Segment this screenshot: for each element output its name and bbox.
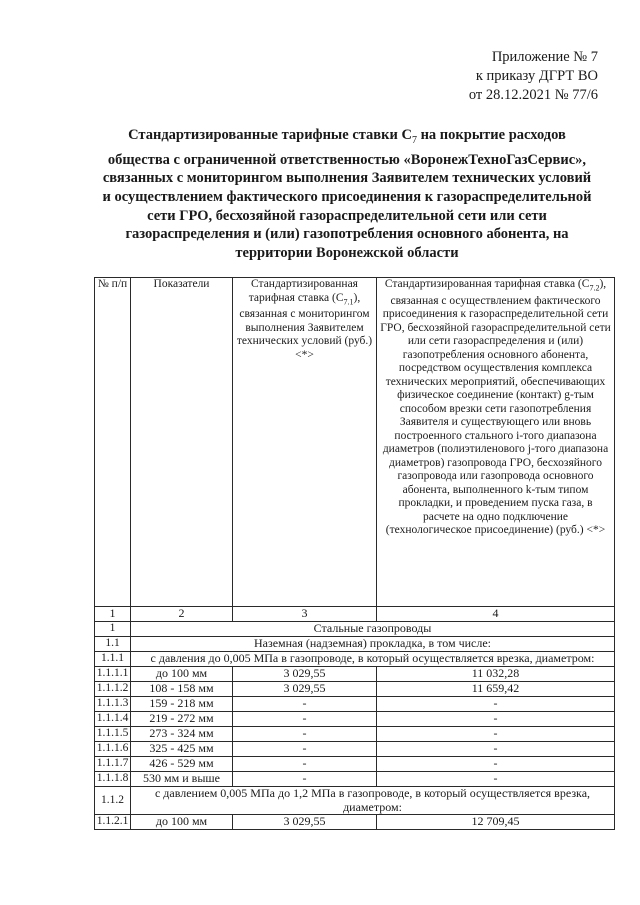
table-row xyxy=(95,742,615,757)
section-label: с давлением 0,005 МПа до 1,2 МПа в газопроводе, в который осуществляется врезка, диаметром: xyxy=(131,787,615,815)
appendix-line-3: от 28.12.2021 № 77/6 xyxy=(468,87,598,103)
row-c72: - xyxy=(377,712,615,727)
row-c72: - xyxy=(377,697,615,712)
row-c72: 12 709,45 xyxy=(377,815,615,830)
title-part-2: на покрытие расходов общества с ограниченной ответственностью «ВоронежТехноГазСервис», связанных с мониторингом выполнения Заявителем технических условий и осуществлением фактического присоединения к газораспределительной сети ГРО, бесхозяйной газораспределительной сети или сети газораспределения и (или) газопотребления основного абонента, на территории Воронежской области xyxy=(102,127,592,262)
header-c71-post: ), связанная с мониторингом выполнения Заявителем технических условий (руб.) <*> xyxy=(236,291,373,361)
row-c72: - xyxy=(377,727,615,742)
appendix-block xyxy=(469,48,598,105)
header-c72-sub: 7.2 xyxy=(589,283,600,293)
row-c72: - xyxy=(377,742,615,757)
row-num: 1.1.1.1 xyxy=(95,667,131,682)
table-row xyxy=(95,727,615,742)
title-part-1: Стандартизированные тарифные ставки С xyxy=(128,127,412,143)
column-number: 1 xyxy=(95,607,131,622)
row-label: до 100 мм xyxy=(131,667,233,682)
row-label: 219 - 272 мм xyxy=(131,712,233,727)
header-num: № п/п xyxy=(95,278,131,607)
row-label: 325 - 425 мм xyxy=(131,742,233,757)
section-row xyxy=(95,652,615,667)
column-number: 3 xyxy=(233,607,377,622)
section-label: Стальные газопроводы xyxy=(131,622,615,637)
row-c71: - xyxy=(233,727,377,742)
row-num: 1.1.2.1 xyxy=(95,815,131,830)
row-label: 426 - 529 мм xyxy=(131,757,233,772)
row-c71: - xyxy=(233,712,377,727)
title-subscript: 7 xyxy=(411,134,417,146)
header-c72-pre: Стандартизированная тарифная ставка (С xyxy=(384,278,590,290)
section-label: с давления до 0,005 МПа в газопроводе, в который осуществляется врезка, диаметром: xyxy=(131,652,615,667)
row-c71: - xyxy=(233,772,377,787)
row-label: 273 - 324 мм xyxy=(131,727,233,742)
row-c72: - xyxy=(377,772,615,787)
row-num: 1.1.1.8 xyxy=(95,772,131,787)
appendix-line-2: к приказу ДГРТ ВО xyxy=(475,68,598,84)
row-num: 1.1.1.3 xyxy=(95,697,131,712)
table-header-row xyxy=(95,278,615,607)
header-c71-sub: 7.1 xyxy=(343,296,354,306)
row-c72: - xyxy=(377,757,615,772)
section-label: Наземная (надземная) прокладка, в том числе: xyxy=(131,637,615,652)
row-c72: 11 032,28 xyxy=(377,667,615,682)
section-num: 1.1.1 xyxy=(95,652,131,667)
row-num: 1.1.1.6 xyxy=(95,742,131,757)
header-indicator: Показатели xyxy=(131,278,233,607)
tariff-table xyxy=(94,277,615,830)
row-label: 530 мм и выше xyxy=(131,772,233,787)
row-c72: 11 659,42 xyxy=(377,682,615,697)
table-row xyxy=(95,667,615,682)
header-c71-pre: Стандартизированная тарифная ставка (С xyxy=(248,278,358,304)
row-c71: 3 029,55 xyxy=(233,682,377,697)
document-title xyxy=(100,126,594,263)
column-number: 2 xyxy=(131,607,233,622)
row-num: 1.1.1.7 xyxy=(95,757,131,772)
row-c71: - xyxy=(233,757,377,772)
table-row xyxy=(95,772,615,787)
section-num: 1.1.2 xyxy=(95,787,131,815)
column-number-row xyxy=(95,607,615,622)
section-row xyxy=(95,787,615,815)
column-number: 4 xyxy=(377,607,615,622)
row-c71: - xyxy=(233,697,377,712)
section-num: 1.1 xyxy=(95,637,131,652)
row-label: 108 - 158 мм xyxy=(131,682,233,697)
row-c71: 3 029,55 xyxy=(233,815,377,830)
row-label: 159 - 218 мм xyxy=(131,697,233,712)
table-row xyxy=(95,815,615,830)
row-c71: 3 029,55 xyxy=(233,667,377,682)
row-num: 1.1.1.2 xyxy=(95,682,131,697)
row-num: 1.1.1.5 xyxy=(95,727,131,742)
header-c71 xyxy=(233,278,377,607)
section-row xyxy=(95,637,615,652)
header-c72-post: ), связанная с осуществлением фактического присоединения к газораспределительной сети ГРО, бесхозяйной газораспределительной сети или сети газораспределения и (или) газопотребления основного абонента, посредством осуществления комплекса технических мероприятий, обеспечивающих физическое соединение (контакт) g-тым способом врезки сети газопотребления Заявителя и существующего или вновь построенного стального i-того диапазона диаметров (полиэтиленового j-того диапазона диаметров) газопровода ГРО, бесхозяйного газопровода или газопровода основного абонента, выполненного k-тым типом прокладки, и проведением пуска газа, в расчете на одно подключение (технологическое присоединение) (руб.) <*> xyxy=(380,278,611,537)
row-num: 1.1.1.4 xyxy=(95,712,131,727)
appendix-line-1: Приложение № 7 xyxy=(491,49,598,65)
table-row xyxy=(95,757,615,772)
row-label: до 100 мм xyxy=(131,815,233,830)
header-c72 xyxy=(377,278,615,607)
section-row xyxy=(95,622,615,637)
row-c71: - xyxy=(233,742,377,757)
section-num: 1 xyxy=(95,622,131,637)
table-row xyxy=(95,697,615,712)
table-row xyxy=(95,682,615,697)
table-row xyxy=(95,712,615,727)
